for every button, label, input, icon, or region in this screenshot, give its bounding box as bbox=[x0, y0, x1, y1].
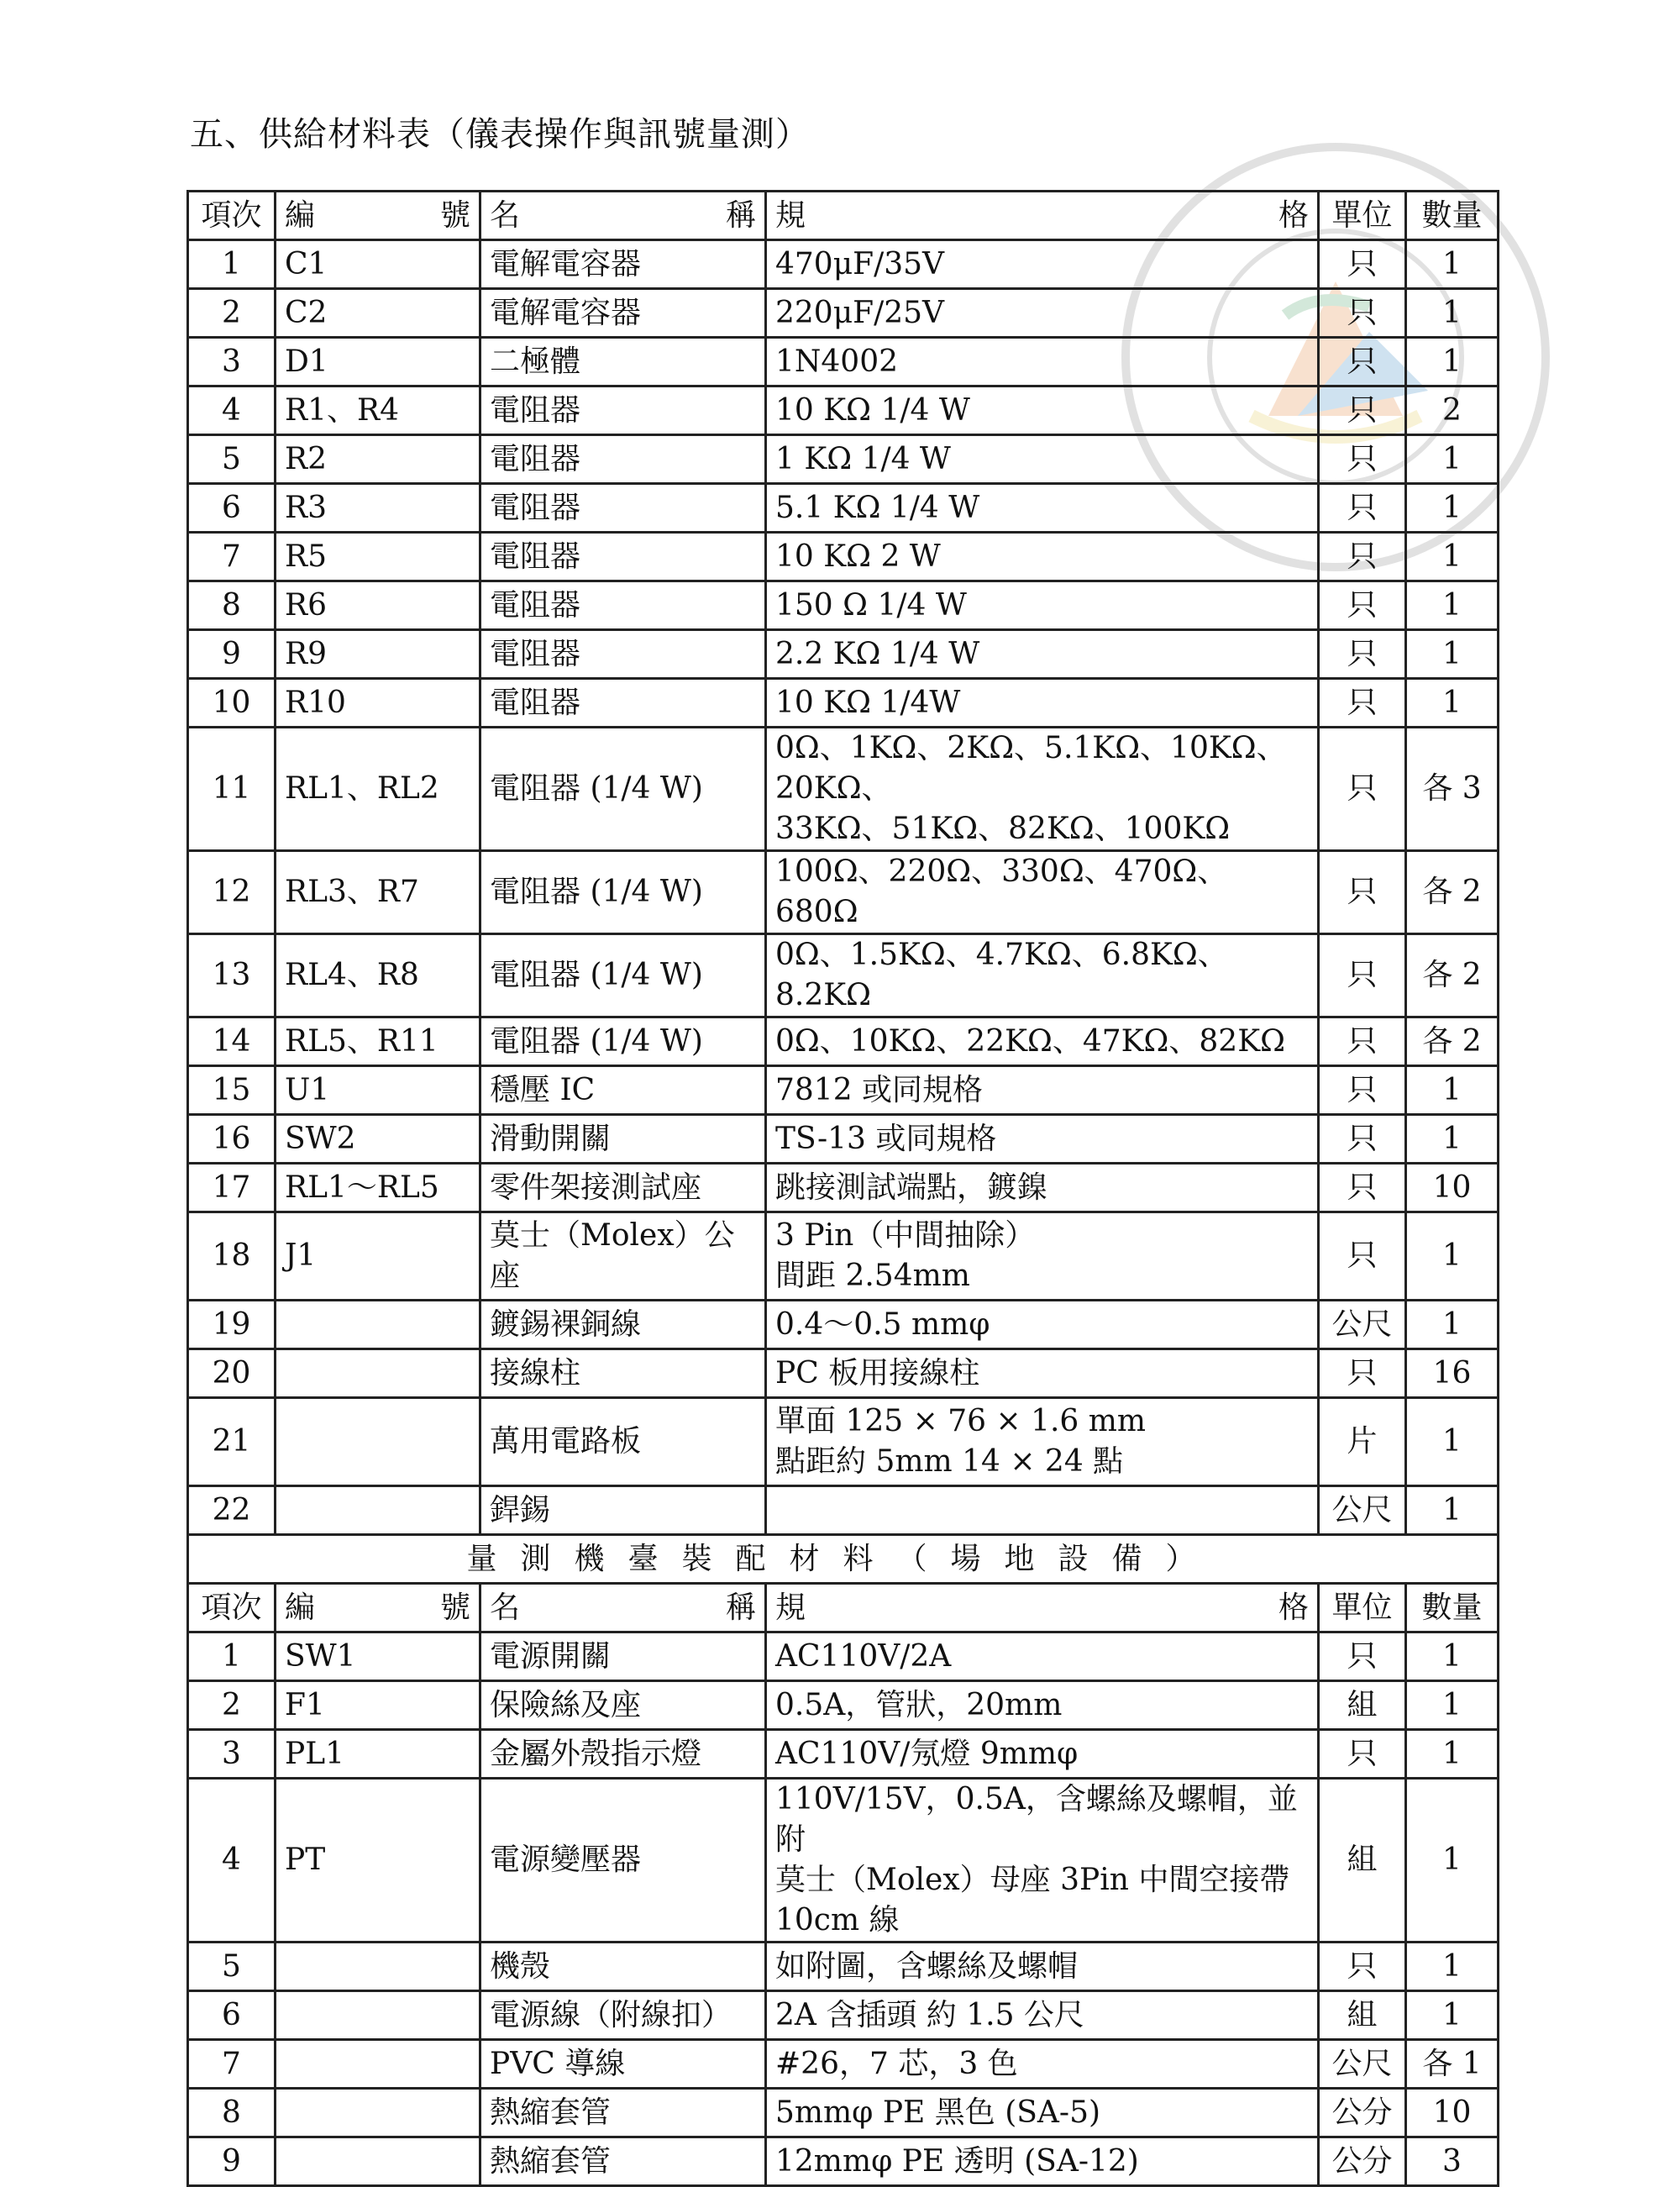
cell-name: 電阻器 (1/4 W) bbox=[480, 934, 766, 1017]
cell-name: 電阻器 (1/4 W) bbox=[480, 851, 766, 934]
cell-unit: 組 bbox=[1319, 1681, 1406, 1730]
cell-spec: 跳接測試端點，鍍鎳 bbox=[766, 1164, 1319, 1212]
table-row bbox=[188, 484, 1499, 533]
cell-spec: 100Ω、220Ω、330Ω、470Ω、680Ω bbox=[766, 851, 1319, 934]
cell-item-no: 2 bbox=[188, 289, 276, 338]
cell-qty: 1 bbox=[1406, 630, 1499, 679]
cell-qty: 1 bbox=[1406, 1486, 1499, 1535]
table-row bbox=[188, 338, 1499, 386]
cell-code: PL1 bbox=[276, 1730, 480, 1779]
cell-item-no: 14 bbox=[188, 1017, 276, 1066]
cell-unit: 只 bbox=[1319, 679, 1406, 728]
cell-code: D1 bbox=[276, 338, 480, 386]
cell-name: 電解電容器 bbox=[480, 289, 766, 338]
cell-spec: #26，7 芯，3 色 bbox=[766, 2040, 1319, 2089]
cell-spec: 0Ω、10KΩ、22KΩ、47KΩ、82KΩ bbox=[766, 1017, 1319, 1066]
cell-spec: 2.2 KΩ 1/4 W bbox=[766, 630, 1319, 679]
table-row bbox=[188, 581, 1499, 630]
cell-code: C2 bbox=[276, 289, 480, 338]
table-row bbox=[188, 2089, 1499, 2137]
cell-unit: 只 bbox=[1319, 1212, 1406, 1301]
cell-name: 電阻器 bbox=[480, 630, 766, 679]
cell-unit: 只 bbox=[1319, 934, 1406, 1017]
cell-code bbox=[276, 2137, 480, 2186]
cell-qty: 1 bbox=[1406, 1779, 1499, 1943]
header-name: 名 稱 bbox=[480, 192, 766, 240]
cell-spec: 0Ω、1.5KΩ、4.7KΩ、6.8KΩ、8.2KΩ bbox=[766, 934, 1319, 1017]
header-no: 項次 bbox=[188, 1584, 276, 1632]
cell-name: 保險絲及座 bbox=[480, 1681, 766, 1730]
table-row bbox=[188, 2040, 1499, 2089]
table-row bbox=[188, 1398, 1499, 1486]
header-name: 名 稱 bbox=[480, 1584, 766, 1632]
cell-unit: 只 bbox=[1319, 630, 1406, 679]
cell-qty: 1 bbox=[1406, 1115, 1499, 1164]
cell-item-no: 10 bbox=[188, 679, 276, 728]
cell-code: RL5、R11 bbox=[276, 1017, 480, 1066]
table-row bbox=[188, 1164, 1499, 1212]
cell-qty: 1 bbox=[1406, 289, 1499, 338]
cell-unit: 片 bbox=[1319, 1398, 1406, 1486]
cell-name: 電阻器 bbox=[480, 435, 766, 484]
cell-item-no: 8 bbox=[188, 2089, 276, 2137]
cell-item-no: 15 bbox=[188, 1066, 276, 1115]
cell-qty: 1 bbox=[1406, 1632, 1499, 1681]
cell-qty: 1 bbox=[1406, 240, 1499, 289]
cell-unit: 只 bbox=[1319, 581, 1406, 630]
table-row bbox=[188, 630, 1499, 679]
cell-spec: TS-13 或同規格 bbox=[766, 1115, 1319, 1164]
cell-name: 二極體 bbox=[480, 338, 766, 386]
cell-qty: 1 bbox=[1406, 338, 1499, 386]
cell-unit: 只 bbox=[1319, 1164, 1406, 1212]
cell-item-no: 12 bbox=[188, 851, 276, 934]
cell-spec: PC 板用接線柱 bbox=[766, 1349, 1319, 1398]
cell-qty: 各 3 bbox=[1406, 728, 1499, 851]
cell-item-no: 5 bbox=[188, 1943, 276, 1991]
cell-qty: 1 bbox=[1406, 1212, 1499, 1301]
cell-item-no: 4 bbox=[188, 1779, 276, 1943]
cell-qty: 10 bbox=[1406, 2089, 1499, 2137]
cell-name: 電阻器 bbox=[480, 386, 766, 435]
table-row bbox=[188, 1632, 1499, 1681]
cell-code: R5 bbox=[276, 533, 480, 581]
cell-spec: 10 KΩ 1/4W bbox=[766, 679, 1319, 728]
table-b-header-row bbox=[188, 1584, 1499, 1632]
cell-item-no: 5 bbox=[188, 435, 276, 484]
table-row bbox=[188, 1301, 1499, 1349]
cell-code: SW1 bbox=[276, 1632, 480, 1681]
header-unit: 單位 bbox=[1319, 1584, 1406, 1632]
cell-spec: 2A 含插頭 約 1.5 公尺 bbox=[766, 1991, 1319, 2040]
table-a-header-row bbox=[188, 192, 1499, 240]
cell-name: 電源變壓器 bbox=[480, 1779, 766, 1943]
cell-code: F1 bbox=[276, 1681, 480, 1730]
cell-unit: 只 bbox=[1319, 1943, 1406, 1991]
cell-unit: 只 bbox=[1319, 851, 1406, 934]
cell-code bbox=[276, 1398, 480, 1486]
cell-unit: 組 bbox=[1319, 1779, 1406, 1943]
cell-unit: 公尺 bbox=[1319, 1301, 1406, 1349]
header-spec: 規 格 bbox=[766, 1584, 1319, 1632]
cell-name: 電源線（附線扣） bbox=[480, 1991, 766, 2040]
cell-qty: 1 bbox=[1406, 1991, 1499, 2040]
cell-unit: 公分 bbox=[1319, 2137, 1406, 2186]
cell-name: 穩壓 IC bbox=[480, 1066, 766, 1115]
cell-code: RL4、R8 bbox=[276, 934, 480, 1017]
cell-unit: 只 bbox=[1319, 1632, 1406, 1681]
cell-name: 零件架接測試座 bbox=[480, 1164, 766, 1212]
cell-unit: 公尺 bbox=[1319, 2040, 1406, 2089]
cell-spec: AC110V/氖燈 9mmφ bbox=[766, 1730, 1319, 1779]
cell-item-no: 3 bbox=[188, 338, 276, 386]
cell-code: R3 bbox=[276, 484, 480, 533]
header-qty: 數量 bbox=[1406, 1584, 1499, 1632]
cell-item-no: 16 bbox=[188, 1115, 276, 1164]
table-row bbox=[188, 1066, 1499, 1115]
cell-item-no: 21 bbox=[188, 1398, 276, 1486]
cell-code bbox=[276, 1486, 480, 1535]
header-no: 項次 bbox=[188, 192, 276, 240]
cell-item-no: 9 bbox=[188, 630, 276, 679]
cell-item-no: 4 bbox=[188, 386, 276, 435]
cell-unit: 只 bbox=[1319, 435, 1406, 484]
cell-spec: 7812 或同規格 bbox=[766, 1066, 1319, 1115]
cell-unit: 只 bbox=[1319, 1017, 1406, 1066]
cell-code: R6 bbox=[276, 581, 480, 630]
cell-item-no: 8 bbox=[188, 581, 276, 630]
cell-name: 鍍錫裸銅線 bbox=[480, 1301, 766, 1349]
cell-unit: 組 bbox=[1319, 1991, 1406, 2040]
cell-unit: 只 bbox=[1319, 338, 1406, 386]
cell-qty: 3 bbox=[1406, 2137, 1499, 2186]
cell-spec: 1N4002 bbox=[766, 338, 1319, 386]
cell-qty: 各 2 bbox=[1406, 1017, 1499, 1066]
table-row bbox=[188, 1486, 1499, 1535]
header-code: 編 號 bbox=[276, 1584, 480, 1632]
table-row bbox=[188, 2137, 1499, 2186]
cell-item-no: 19 bbox=[188, 1301, 276, 1349]
cell-code bbox=[276, 2040, 480, 2089]
cell-name: 電阻器 bbox=[480, 581, 766, 630]
header-code: 編 號 bbox=[276, 192, 480, 240]
table-row bbox=[188, 1943, 1499, 1991]
table-row bbox=[188, 1779, 1499, 1943]
cell-qty: 1 bbox=[1406, 679, 1499, 728]
cell-code: RL1～RL5 bbox=[276, 1164, 480, 1212]
cell-code bbox=[276, 2089, 480, 2137]
table-row bbox=[188, 851, 1499, 934]
cell-spec: 3 Pin（中間抽除） 間距 2.54mm bbox=[766, 1212, 1319, 1301]
cell-spec: 150 Ω 1/4 W bbox=[766, 581, 1319, 630]
cell-spec: 220μF/25V bbox=[766, 289, 1319, 338]
cell-code: SW2 bbox=[276, 1115, 480, 1164]
cell-spec: 5mmφ PE 黑色 (SA-5) bbox=[766, 2089, 1319, 2137]
cell-name: 機殼 bbox=[480, 1943, 766, 1991]
cell-spec: 0.5A，管狀，20mm bbox=[766, 1681, 1319, 1730]
cell-spec: 110V/15V，0.5A，含螺絲及螺帽，並附 莫士（Molex）母座 3Pin 中間空接帶 10cm 線 bbox=[766, 1779, 1319, 1943]
cell-name: 熱縮套管 bbox=[480, 2089, 766, 2137]
cell-name: 萬用電路板 bbox=[480, 1398, 766, 1486]
cell-item-no: 9 bbox=[188, 2137, 276, 2186]
cell-name: 電阻器 (1/4 W) bbox=[480, 728, 766, 851]
cell-item-no: 7 bbox=[188, 533, 276, 581]
cell-qty: 各 1 bbox=[1406, 2040, 1499, 2089]
cell-item-no: 17 bbox=[188, 1164, 276, 1212]
cell-qty: 1 bbox=[1406, 533, 1499, 581]
table-row bbox=[188, 728, 1499, 851]
cell-code: J1 bbox=[276, 1212, 480, 1301]
table-row bbox=[188, 386, 1499, 435]
table-row bbox=[188, 934, 1499, 1017]
cell-code bbox=[276, 1349, 480, 1398]
table-row bbox=[188, 1017, 1499, 1066]
cell-qty: 1 bbox=[1406, 1301, 1499, 1349]
cell-unit: 只 bbox=[1319, 1066, 1406, 1115]
cell-code bbox=[276, 1301, 480, 1349]
cell-item-no: 22 bbox=[188, 1486, 276, 1535]
cell-name: 接線柱 bbox=[480, 1349, 766, 1398]
cell-unit: 只 bbox=[1319, 1730, 1406, 1779]
cell-code: R2 bbox=[276, 435, 480, 484]
cell-code: RL3、R7 bbox=[276, 851, 480, 934]
cell-item-no: 13 bbox=[188, 934, 276, 1017]
cell-qty: 1 bbox=[1406, 1066, 1499, 1115]
cell-item-no: 20 bbox=[188, 1349, 276, 1398]
materials-table bbox=[186, 190, 1499, 2187]
page-title: 五、供給材料表（儀表操作與訊號量測） bbox=[190, 115, 810, 154]
cell-item-no: 3 bbox=[188, 1730, 276, 1779]
cell-name: 金屬外殼指示燈 bbox=[480, 1730, 766, 1779]
cell-spec: 12mmφ PE 透明 (SA-12) bbox=[766, 2137, 1319, 2186]
cell-code: PT bbox=[276, 1779, 480, 1943]
table-row bbox=[188, 1681, 1499, 1730]
cell-unit: 只 bbox=[1319, 533, 1406, 581]
cell-unit: 只 bbox=[1319, 289, 1406, 338]
table-row bbox=[188, 240, 1499, 289]
cell-unit: 只 bbox=[1319, 1349, 1406, 1398]
cell-item-no: 6 bbox=[188, 484, 276, 533]
cell-spec: 單面 125 × 76 × 1.6 mm 點距約 5mm 14 × 24 點 bbox=[766, 1398, 1319, 1486]
cell-code bbox=[276, 1943, 480, 1991]
cell-name: PVC 導線 bbox=[480, 2040, 766, 2089]
cell-item-no: 7 bbox=[188, 2040, 276, 2089]
cell-spec: 0Ω、1KΩ、2KΩ、5.1KΩ、10KΩ、20KΩ、 33KΩ、51KΩ、82KΩ、100KΩ bbox=[766, 728, 1319, 851]
cell-qty: 1 bbox=[1406, 1398, 1499, 1486]
cell-spec: 10 KΩ 1/4 W bbox=[766, 386, 1319, 435]
cell-code: R10 bbox=[276, 679, 480, 728]
section-title-row bbox=[188, 1535, 1499, 1584]
cell-name: 電阻器 bbox=[480, 484, 766, 533]
cell-unit: 只 bbox=[1319, 1115, 1406, 1164]
cell-qty: 1 bbox=[1406, 581, 1499, 630]
header-qty: 數量 bbox=[1406, 192, 1499, 240]
table-row bbox=[188, 533, 1499, 581]
cell-qty: 1 bbox=[1406, 1730, 1499, 1779]
cell-code: R9 bbox=[276, 630, 480, 679]
table-row bbox=[188, 1115, 1499, 1164]
cell-qty: 1 bbox=[1406, 1943, 1499, 1991]
table-row bbox=[188, 1730, 1499, 1779]
section-title: 量測機臺裝配材料（場地設備） bbox=[188, 1535, 1499, 1584]
cell-unit: 公尺 bbox=[1319, 1486, 1406, 1535]
cell-name: 熱縮套管 bbox=[480, 2137, 766, 2186]
cell-spec: 0.4～0.5 mmφ bbox=[766, 1301, 1319, 1349]
cell-item-no: 1 bbox=[188, 1632, 276, 1681]
cell-code: R1、R4 bbox=[276, 386, 480, 435]
cell-unit: 只 bbox=[1319, 240, 1406, 289]
cell-unit: 公分 bbox=[1319, 2089, 1406, 2137]
cell-unit: 只 bbox=[1319, 386, 1406, 435]
cell-name: 電阻器 bbox=[480, 533, 766, 581]
cell-name: 電阻器 bbox=[480, 679, 766, 728]
cell-code bbox=[276, 1991, 480, 2040]
cell-item-no: 6 bbox=[188, 1991, 276, 2040]
cell-qty: 2 bbox=[1406, 386, 1499, 435]
cell-spec: 1 KΩ 1/4 W bbox=[766, 435, 1319, 484]
cell-unit: 只 bbox=[1319, 484, 1406, 533]
cell-item-no: 2 bbox=[188, 1681, 276, 1730]
header-unit: 單位 bbox=[1319, 192, 1406, 240]
cell-spec: 10 KΩ 2 W bbox=[766, 533, 1319, 581]
cell-name: 莫士（Molex）公座 bbox=[480, 1212, 766, 1301]
cell-qty: 1 bbox=[1406, 435, 1499, 484]
table-row bbox=[188, 1991, 1499, 2040]
cell-name: 銲錫 bbox=[480, 1486, 766, 1535]
cell-qty: 10 bbox=[1406, 1164, 1499, 1212]
cell-item-no: 18 bbox=[188, 1212, 276, 1301]
cell-unit: 只 bbox=[1319, 728, 1406, 851]
cell-name: 滑動開關 bbox=[480, 1115, 766, 1164]
cell-qty: 1 bbox=[1406, 484, 1499, 533]
cell-spec: AC110V/2A bbox=[766, 1632, 1319, 1681]
table-row bbox=[188, 679, 1499, 728]
cell-spec: 如附圖，含螺絲及螺帽 bbox=[766, 1943, 1319, 1991]
cell-spec bbox=[766, 1486, 1319, 1535]
cell-qty: 各 2 bbox=[1406, 934, 1499, 1017]
cell-code: C1 bbox=[276, 240, 480, 289]
cell-item-no: 1 bbox=[188, 240, 276, 289]
header-spec: 規 格 bbox=[766, 192, 1319, 240]
cell-qty: 16 bbox=[1406, 1349, 1499, 1398]
cell-name: 電源開關 bbox=[480, 1632, 766, 1681]
cell-name: 電解電容器 bbox=[480, 240, 766, 289]
cell-qty: 各 2 bbox=[1406, 851, 1499, 934]
table-row bbox=[188, 1349, 1499, 1398]
table-row bbox=[188, 1212, 1499, 1301]
table-row bbox=[188, 289, 1499, 338]
cell-spec: 5.1 KΩ 1/4 W bbox=[766, 484, 1319, 533]
table-row bbox=[188, 435, 1499, 484]
cell-code: U1 bbox=[276, 1066, 480, 1115]
cell-spec: 470μF/35V bbox=[766, 240, 1319, 289]
cell-qty: 1 bbox=[1406, 1681, 1499, 1730]
cell-name: 電阻器 (1/4 W) bbox=[480, 1017, 766, 1066]
cell-code: RL1、RL2 bbox=[276, 728, 480, 851]
cell-item-no: 11 bbox=[188, 728, 276, 851]
